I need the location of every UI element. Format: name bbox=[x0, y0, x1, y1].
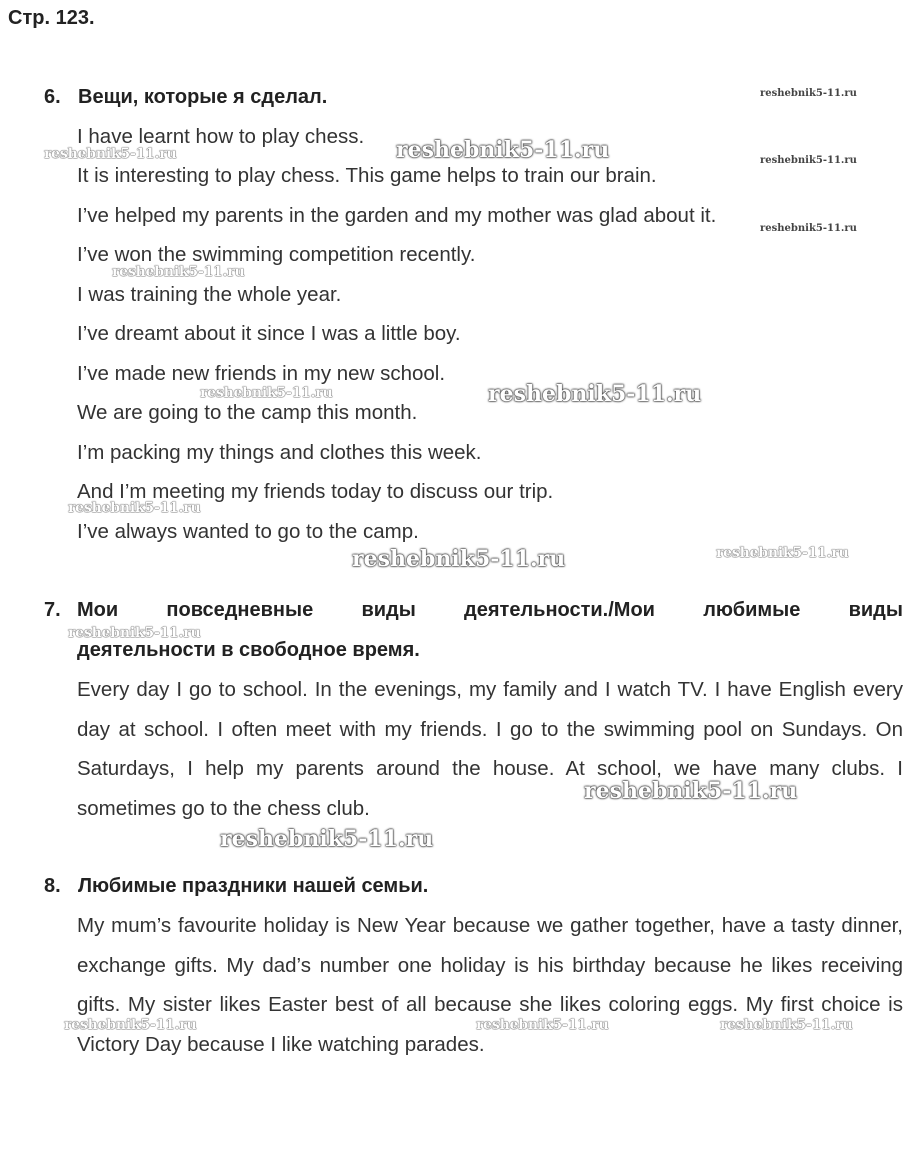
task-6-line: I’ve made new friends in my new school. bbox=[77, 362, 446, 385]
task-7-title-word: деятельности./Мои bbox=[464, 599, 655, 621]
task-7-title-word: виды bbox=[848, 599, 903, 621]
task-6-line: I’m packing my things and clothes this week. bbox=[77, 441, 482, 464]
watermark: reshebnik5-11.ru bbox=[488, 381, 702, 407]
task-7-title-word: Мои bbox=[77, 599, 119, 621]
task-6-heading bbox=[44, 77, 327, 117]
task-7-title-line-1 bbox=[77, 598, 903, 622]
task-7-title-line-2: деятельности в свободное время. bbox=[77, 639, 420, 661]
watermark: reshebnik5-11.ru bbox=[64, 1017, 197, 1033]
task-6-line: And I’m meeting my friends today to discuss our trip. bbox=[77, 480, 554, 503]
task-6-line: We are going to the camp this month. bbox=[77, 401, 418, 424]
watermark: reshebnik5-11.ru bbox=[68, 500, 201, 516]
watermark: reshebnik5-11.ru bbox=[760, 88, 857, 99]
task-8-title: Любимые праздники нашей семьи. bbox=[78, 875, 429, 897]
task-6-line: I’ve helped my parents in the garden and my mother was glad about it. bbox=[77, 204, 717, 227]
task-7-title-word: виды bbox=[361, 599, 416, 621]
task-6-line: I have learnt how to play chess. bbox=[77, 125, 365, 148]
watermark: reshebnik5-11.ru bbox=[200, 385, 333, 401]
watermark: reshebnik5-11.ru bbox=[476, 1017, 609, 1033]
watermark: reshebnik5-11.ru bbox=[720, 1017, 853, 1033]
task-7-title-word: повседневные bbox=[166, 599, 314, 621]
watermark: reshebnik5-11.ru bbox=[352, 546, 566, 572]
task-7-title-word: любимые bbox=[703, 599, 801, 621]
watermark: reshebnik5-11.ru bbox=[760, 155, 857, 166]
page-number: Стр. 123. bbox=[8, 7, 95, 29]
watermark: reshebnik5-11.ru bbox=[584, 778, 798, 804]
task-6-title: Вещи, которые я сделал. bbox=[78, 86, 328, 108]
task-6-line: I’ve won the swimming competition recently. bbox=[77, 243, 476, 266]
watermark: reshebnik5-11.ru bbox=[44, 146, 177, 162]
task-8-heading bbox=[44, 866, 428, 906]
task-6-line: It is interesting to play chess. This game helps to train our brain. bbox=[77, 164, 657, 187]
watermark: reshebnik5-11.ru bbox=[68, 625, 201, 641]
task-8-paragraph: My mum’s favourite holiday is New Year because we gather together, have a tasty dinner, exchange gifts. My dad’s number one holiday is his birthday because he likes receiving gifts. My sister likes Easter best of all because she likes coloring eggs. My first choice is Victory Day because I like watching parades. bbox=[77, 914, 903, 1056]
task-7-number-text: 7. bbox=[44, 599, 61, 621]
watermark: reshebnik5-11.ru bbox=[396, 137, 610, 163]
watermark: reshebnik5-11.ru bbox=[112, 264, 245, 280]
task-6-line: I was training the whole year. bbox=[77, 283, 342, 306]
task-6-line: I’ve dreamt about it since I was a little boy. bbox=[77, 322, 461, 345]
task-7-number bbox=[44, 590, 78, 630]
task-7-paragraph: Every day I go to school. In the evenings, my family and I watch TV. I have English every day at school. I often meet with my friends. I go to the swimming pool on Sundays. On Saturdays, I help my parents around the house. At school, we have many clubs. I sometimes go to the chess club. bbox=[77, 678, 903, 820]
watermark: reshebnik5-11.ru bbox=[760, 223, 857, 234]
task-8-number: 8. bbox=[44, 875, 61, 897]
watermark: reshebnik5-11.ru bbox=[716, 545, 849, 561]
task-6-line: I’ve always wanted to go to the camp. bbox=[77, 520, 419, 543]
task-6-number: 6. bbox=[44, 86, 61, 108]
watermark: reshebnik5-11.ru bbox=[220, 826, 434, 852]
